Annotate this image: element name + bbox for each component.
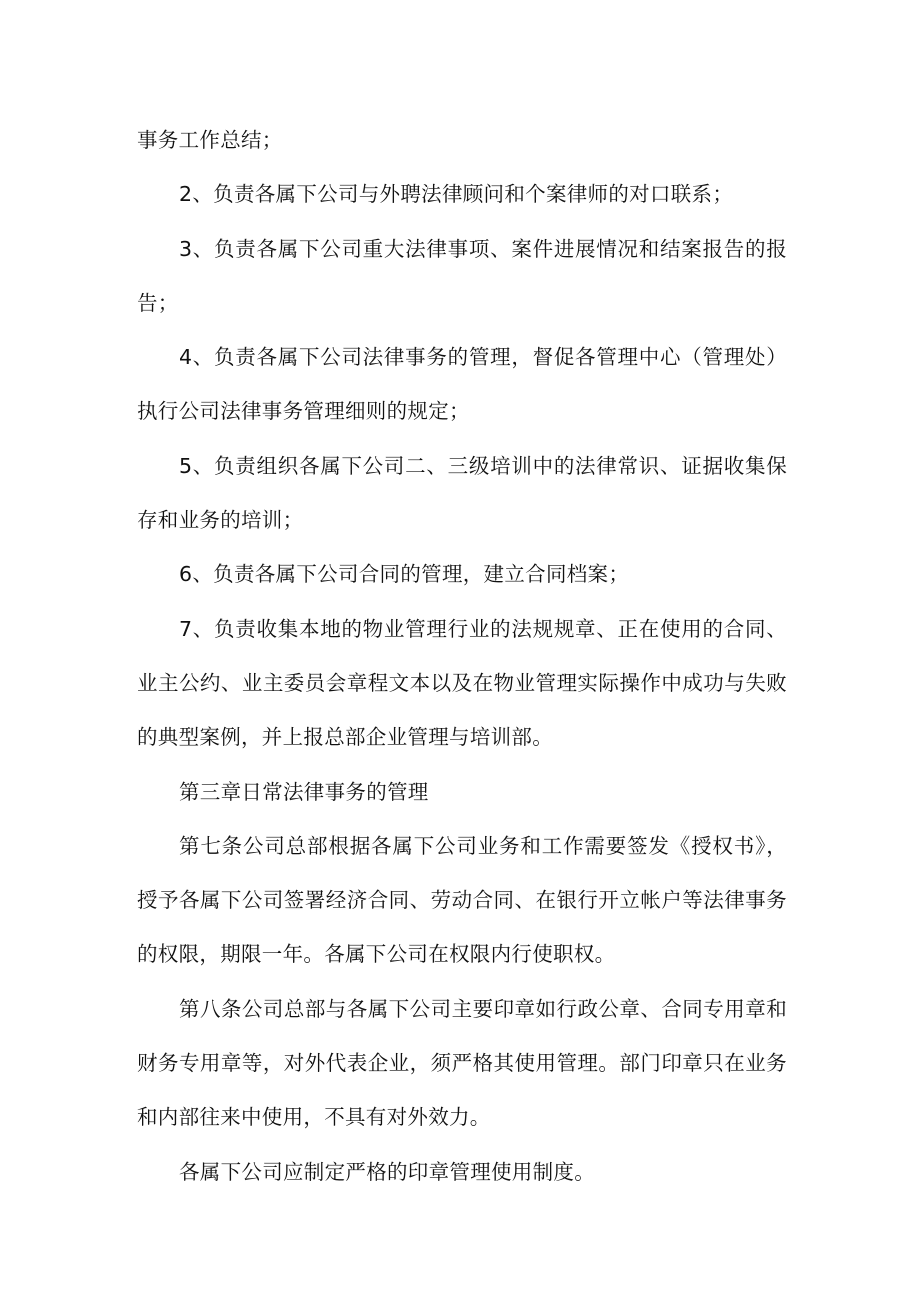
paragraph-item-5: 5、负责组织各属下公司二、三级培训中的法律常识、证据收集保存和业务的培训； — [137, 453, 787, 533]
paragraph-item-6: 6、负责各属下公司合同的管理，建立合同档案； — [179, 562, 630, 587]
seal-management-paragraph: 各属下公司应制定严格的印章管理使用制度。 — [179, 1159, 595, 1184]
article-7: 第七条公司总部根据各属下公司业务和工作需要签发《授权书》，授予各属下公司签署经济合同、劳动合同、在银行开立帐户等法律事务的权限，期限一年。各属下公司在权限内行使职权。 — [137, 833, 787, 967]
document-body — [137, 113, 787, 1199]
paragraph-item-3: 3、负责各属下公司重大法律事项、案件进展情况和结案报告的报告； — [137, 236, 787, 315]
paragraph-item-2: 2、负责各属下公司与外聘法律顾问和个案律师的对口联系； — [179, 182, 734, 207]
article-8: 第八条公司总部与各属下公司主要印章如行政公章、合同专用章和财务专用章等，对外代表企业，须严格其使用管理。部门印章只在业务和内部往来中使用，不具有对外效力。 — [137, 996, 787, 1130]
paragraph-continuation: 事务工作总结； — [137, 128, 283, 152]
paragraph-item-4: 4、负责各属下公司法律事务的管理，督促各管理中心（管理处）执行公司法律事务管理细则的规定； — [137, 345, 787, 424]
chapter-heading: 第三章日常法律事务的管理 — [179, 779, 429, 804]
paragraph-item-7: 7、负责收集本地的物业管理行业的法规规章、正在使用的合同、业主公约、业主委员会章程文本以及在物业管理实际操作中成功与失败的典型案例，并上报总部企业管理与培训部。 — [137, 616, 787, 750]
